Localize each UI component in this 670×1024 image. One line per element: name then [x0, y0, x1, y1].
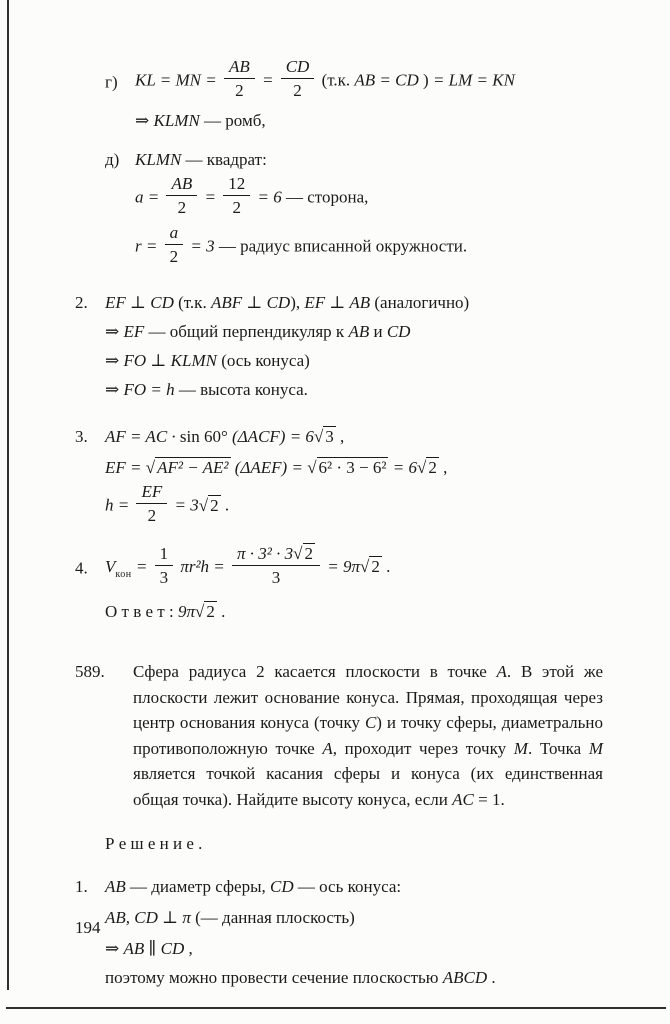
- math-segment: AB = CD: [354, 70, 419, 90]
- text-segment: , проходит через точку: [332, 738, 514, 758]
- text-segment: — сторона,: [281, 187, 369, 207]
- denominator: 3: [271, 568, 281, 588]
- denominator: 2: [177, 198, 187, 218]
- sol589-step1-label: 1.: [75, 877, 88, 897]
- radicand: 2: [428, 458, 437, 478]
- text-segment: (т.к.: [317, 70, 355, 90]
- implies-arrow: ⇒: [105, 351, 124, 371]
- step2-line2: [105, 318, 606, 345]
- step3-line2: [105, 454, 606, 481]
- math-segment: KLMN: [135, 150, 182, 170]
- text-segment: является точкой касания сферы и конуса (их единственная общая точка). Найдите высоту конуса, если: [133, 764, 603, 809]
- step3-line3: [105, 482, 606, 528]
- text-segment: и: [369, 322, 387, 342]
- answer-label: О т в е т :: [105, 602, 178, 622]
- math-segment: = 6: [388, 458, 417, 478]
- radical-sign: √: [194, 602, 205, 622]
- math-segment: FO = h: [123, 380, 175, 400]
- numerator: 1: [155, 544, 174, 566]
- math-segment: A: [496, 662, 507, 682]
- problem-number: 589.: [75, 662, 105, 682]
- text-segment: — общий перпендикуляр к: [144, 322, 349, 342]
- math-segment: KLMN: [153, 111, 200, 131]
- step2-line1: [75, 289, 606, 316]
- implies-arrow: ⇒: [105, 380, 124, 400]
- radical-sign: √: [360, 557, 370, 577]
- denominator: 2: [169, 247, 179, 267]
- math-segment: = 9π: [323, 557, 360, 577]
- math-segment: = 3: [186, 236, 215, 256]
- numerator: 12: [223, 174, 250, 196]
- implies-arrow: ⇒: [105, 322, 124, 342]
- answer-value: 9π: [177, 602, 195, 622]
- math-segment: AC: [452, 789, 474, 809]
- text-segment: Сфера радиуса 2 касается плоскости в точке: [133, 662, 497, 682]
- radicand: 2: [206, 602, 215, 622]
- text-segment: ,: [184, 939, 193, 959]
- square-root: [195, 602, 217, 621]
- step4-line1: [75, 543, 606, 590]
- math-segment: C: [364, 713, 377, 733]
- square-root: [199, 496, 221, 515]
- radicand: 6² · 3 − 6²: [318, 458, 387, 478]
- math-segment: FO ⊥ KLMN: [123, 351, 217, 371]
- radicand: 2: [210, 495, 219, 515]
- math-segment: KL = MN =: [135, 70, 221, 90]
- math-segment: EF =: [105, 458, 146, 478]
- fraction: [165, 223, 184, 266]
- math-segment: ABCD: [442, 968, 488, 988]
- math-segment: AB: [105, 877, 126, 897]
- math-segment: πr²h =: [176, 557, 230, 577]
- text-segment: .: [487, 968, 496, 988]
- math-segment: = 6: [253, 187, 282, 207]
- math-segment: EF: [123, 322, 145, 342]
- denominator: 2: [293, 81, 302, 101]
- math-segment: A: [322, 738, 333, 758]
- text-segment: — ромб,: [199, 111, 266, 131]
- square-root: [307, 458, 388, 477]
- radicand: 3: [325, 427, 334, 447]
- text-segment: sin 60°: [179, 427, 233, 447]
- fraction: [232, 543, 320, 587]
- math-segment: M: [513, 738, 528, 758]
- math-segment: V: [105, 557, 116, 577]
- item-g-line1: [105, 57, 606, 103]
- square-root: [417, 458, 439, 477]
- numerator: AB: [224, 57, 255, 79]
- text-segment: — диаметр сферы,: [125, 877, 270, 897]
- denominator: 2: [147, 506, 157, 526]
- sol589-step1-line2: [105, 904, 606, 931]
- step4-label: 4.: [75, 558, 88, 578]
- denominator: 2: [235, 81, 244, 101]
- sol589-step1-line1: [75, 873, 606, 900]
- step2-label: 2.: [75, 293, 88, 313]
- page-number: 194: [75, 918, 101, 937]
- radical-sign: √: [416, 458, 427, 478]
- fraction: [281, 57, 315, 100]
- fraction: [136, 482, 167, 525]
- text-segment: ,: [335, 427, 345, 447]
- math-segment: M: [588, 738, 604, 758]
- math-segment: (ΔACF) = 6: [232, 427, 314, 447]
- radical-sign: √: [198, 495, 209, 515]
- math-segment: h =: [105, 495, 134, 515]
- implies-arrow: ⇒: [105, 939, 124, 959]
- text-segment: . В этой же плоскости лежит основание конуса. Прямая, проходящая через центр основания конуса (точку: [133, 662, 604, 733]
- math-segment: AF = AC ·: [105, 427, 180, 447]
- denominator: 2: [232, 198, 241, 218]
- item-g-line2: [135, 107, 606, 134]
- radicand: AF² − AE²: [157, 458, 229, 478]
- math-segment: AB ∥ CD: [123, 939, 185, 959]
- text-segment: — высота конуса.: [174, 380, 308, 400]
- numerator: AB: [166, 174, 197, 196]
- math-segment: ABF ⊥ CD: [210, 293, 291, 313]
- text-segment: поэтому можно провести сечение плоскостью: [105, 968, 443, 988]
- radicand: 2: [371, 557, 380, 577]
- item-d-line1: [105, 146, 606, 173]
- sol589-step1-line3: [105, 935, 606, 962]
- text-segment: .: [220, 495, 230, 515]
- math-segment: (ΔAEF) =: [230, 458, 308, 478]
- text-segment: (— данная плоскость): [190, 908, 355, 928]
- denominator: 3: [159, 567, 169, 587]
- text-segment: ) и точку сферы, диаметрально противоположную точке: [133, 713, 603, 758]
- solution-heading: [105, 830, 606, 857]
- math-segment: r =: [135, 236, 162, 256]
- math-segment: a =: [135, 187, 164, 207]
- fraction: [155, 544, 174, 587]
- text-segment: ),: [290, 293, 305, 313]
- square-root: [314, 427, 336, 446]
- radical-sign: √: [293, 544, 303, 564]
- numerator: a: [165, 223, 184, 245]
- radical-sign: √: [145, 458, 156, 478]
- text-segment: .: [381, 557, 391, 577]
- math-segment: AB: [348, 322, 370, 342]
- problem-589-statement: [75, 659, 604, 812]
- step3-line1: [75, 423, 606, 450]
- math-segment: =: [200, 187, 221, 207]
- answer-line: [105, 598, 606, 625]
- solution-heading-text: Р е ш е н и е .: [105, 834, 203, 854]
- step2-line3: [105, 347, 606, 374]
- numerator: [232, 543, 320, 566]
- text-segment: — квадрат:: [181, 150, 267, 170]
- square-root: [360, 557, 382, 576]
- text-segment: .: [216, 602, 226, 622]
- math-segment: = 3: [170, 495, 199, 515]
- square-root: [146, 458, 231, 477]
- text-segment: ): [418, 70, 433, 90]
- text-segment: — радиус вписанной окружности.: [214, 236, 468, 256]
- math-segment: EF ⊥ CD: [105, 293, 174, 313]
- fraction: [166, 174, 197, 217]
- item-g-label: г): [105, 72, 118, 92]
- fraction: [223, 174, 250, 217]
- text-segment: (ось конуса): [216, 351, 310, 371]
- fraction: [224, 57, 255, 100]
- math-segment: EF ⊥ AB: [304, 293, 371, 313]
- scan-edge-bottom-line: [6, 1007, 666, 1009]
- math-segment: π · 3² · 3: [237, 544, 294, 564]
- math-segment: CD: [270, 877, 294, 897]
- math-segment: =: [257, 70, 278, 90]
- math-segment: = LM = KN: [432, 70, 515, 90]
- text-segment: (т.к.: [173, 293, 211, 313]
- volume-subscript: кон: [115, 569, 132, 581]
- numerator: EF: [136, 482, 167, 504]
- text-segment: — ось конуса:: [293, 877, 402, 897]
- text-segment: ,: [438, 458, 448, 478]
- math-segment: =: [131, 557, 152, 577]
- text-segment: . Точка: [527, 738, 589, 758]
- implies-arrow: ⇒: [135, 111, 154, 131]
- square-root: [293, 544, 315, 563]
- math-segment: CD: [386, 322, 411, 342]
- item-d-label: д): [105, 150, 120, 170]
- item-d-line3: [135, 223, 606, 269]
- math-segment: AB, CD ⊥ π: [105, 908, 191, 928]
- sol589-step1-line4: [105, 964, 606, 991]
- text-segment: = 1.: [473, 789, 505, 809]
- radical-sign: √: [307, 458, 317, 478]
- step2-line4: [105, 376, 606, 403]
- numerator: CD: [281, 57, 315, 79]
- item-d-line2: [135, 174, 606, 220]
- radical-sign: √: [313, 427, 324, 447]
- text-segment: (аналогично): [370, 293, 470, 313]
- radicand: 2: [304, 544, 313, 564]
- step3-label: 3.: [75, 427, 88, 447]
